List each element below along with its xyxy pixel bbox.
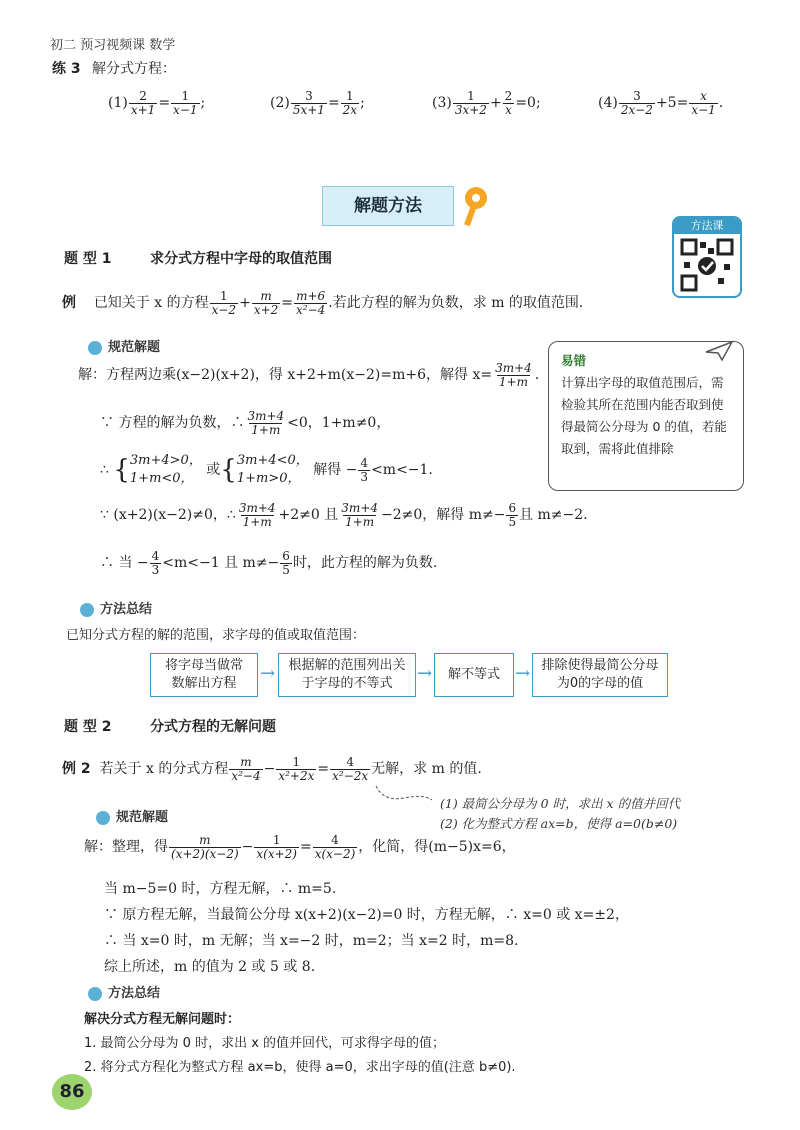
type2-sol3: ∵ 原方程无解，当最简公分母 x(x+2)(x−2)=0 时，方程无解，∴ x=0 或 x=±2， (104, 907, 629, 923)
type2-sum-1: 1. 最简公分母为 0 时，求出 x 的值并回代，可求得字母的值； (84, 1036, 446, 1051)
pencil-icon (88, 341, 102, 355)
type2-hint-2: (2) 化为整式方程 ax=b，使得 a=0(b≠0) (440, 816, 678, 831)
page-number: 86 (52, 1074, 92, 1110)
hint-connector (374, 784, 434, 808)
type2-example: 例 2 若关于 x 的分式方程 $\frac{m}{\text{x²−4}}$ − $\frac{1}{\text{x²+2x}}$ = $\frac{4}{\text{x²−2x}}$ 无解，求 m 的值. (62, 755, 482, 783)
person-icon (80, 603, 94, 617)
type2-desc: 分式方程的无解问题 (150, 719, 276, 735)
flow-step-1: 将字母当做常数解出方程 (150, 653, 258, 697)
pencil-icon (96, 811, 110, 825)
method-banner: 解题方法 (322, 186, 454, 226)
type1-sum-text: 已知分式方程的解的范围，求字母的值或取值范围： (66, 628, 366, 643)
type2-sum-title: 解决分式方程无解问题时： (84, 1012, 241, 1027)
type2-std-tag: 规范解题 (96, 806, 168, 825)
flow-step-4: 排除使得最简公分母为0的字母的值 (532, 653, 668, 697)
type1-std-tag: 规范解题 (88, 336, 160, 355)
type1-sol5: ∴ 当 − $\frac{4}{3}$ <m<−1 且 m≠− $\frac{6}{5}$ 时，此方程的解为负数. (100, 549, 438, 577)
type2-sol5: 综上所述，m 的值为 2 或 5 或 8. (104, 959, 316, 975)
practice-item-4: (4) $\frac{3}{2x-2}$ +5= $\frac{x}{x-1}$ . (598, 89, 724, 117)
practice-item-2: (2) $\frac{3}{5x+1}$ = $\frac{1}{2x}$ ; (270, 89, 365, 117)
type1-sol4: ∵ (x+2)(x−2)≠0，∴ $\frac{3m+4}{1+m}$ +2≠0 且 $\frac{3m+4}{1+m}$ −2≠0，解得 m≠− $\frac{6}{5}$ 且 m≠−2. (100, 501, 588, 529)
type1-sum-tag: 方法总结 (80, 598, 152, 617)
type1-sol3: ∴ { 3m+4>0， 1+m<0， 或{ 3m+4<0， 1+m>0， 解得 − $\frac{4}{3}$ <m<−1. (100, 453, 433, 486)
type2-sol4: ∴ 当 x=0 时，m 无解；当 x=−2 时，m=2；当 x=2 时，m=8. (104, 933, 519, 949)
type2-sum-tag: 方法总结 (88, 982, 160, 1001)
practice-text: 解分式方程： (92, 61, 176, 77)
flow-step-2: 根据解的范围列出关于字母的不等式 (278, 653, 416, 697)
person-icon (88, 987, 102, 1001)
flow-arrow-1: → (260, 663, 276, 684)
type2-title: 题 型 2 (64, 719, 112, 735)
type1-desc: 求分式方程中字母的取值范围 (150, 251, 332, 267)
type2-sum-2: 2. 将分式方程化为整式方程 ax=b，使得 a=0，求出字母的值(注意 b≠0). (84, 1060, 516, 1075)
type2-hint-1: (1) 最简公分母为 0 时，求出 x 的值并回代 (440, 796, 681, 811)
type2-sol2: 当 m−5=0 时，方程无解，∴ m=5. (104, 881, 337, 897)
type1-sol1: 解：方程两边乘(x−2)(x+2)，得 x+2+m(x−2)=m+6，解得 x= $\frac{3m+4}{1+m}$ . (78, 361, 540, 389)
paper-plane-icon (704, 340, 734, 362)
type2-sol1: 解：整理，得 $\frac{m}{(x+2)(x-2)}$ − $\frac{1}{x(x+2)}$ = $\frac{4}{x(x-2)}$ ，化简，得(m−5)x=6， (84, 833, 516, 861)
practice-label: 练 3 (52, 61, 81, 77)
practice-item-1: (1) $\frac{2}{x+1}$ = $\frac{1}{x-1}$ ; (108, 89, 206, 117)
key-icon (452, 184, 492, 230)
flow-step-3: 解不等式 (434, 653, 514, 697)
mistake-note (548, 341, 744, 491)
practice-item-3: (3) $\frac{1}{3x+2}$ + $\frac{2}{x}$ =0; (432, 89, 541, 117)
qr-code[interactable] (672, 216, 742, 298)
type1-example: 例 已知关于 x 的方程 $\frac{1}{x-2}$ + $\frac{m}{x+2}$ = $\frac{m+6}{\text{x²−4}}$ .若此方程的解为负数，求 m 的取值范围. (62, 289, 584, 317)
page-header: 初二 预习视频课 数学 (50, 38, 176, 53)
flow-arrow-2: → (417, 663, 433, 684)
note-text: 计算出字母的取值范围后，需检验其所在范围内能否取到使得最简公分母为 0 的值，若能取到，需将此值排除 (561, 375, 727, 456)
type1-title: 题 型 1 (64, 251, 112, 267)
qr-label: 方法课 (674, 218, 740, 234)
note-title: 易错 (561, 353, 587, 368)
type1-sol2: ∵ 方程的解为负数，∴ $\frac{3m+4}{1+m}$ <0，1+m≠0， (100, 409, 391, 437)
flow-arrow-3: → (515, 663, 531, 684)
qr-pattern-icon (674, 234, 740, 296)
